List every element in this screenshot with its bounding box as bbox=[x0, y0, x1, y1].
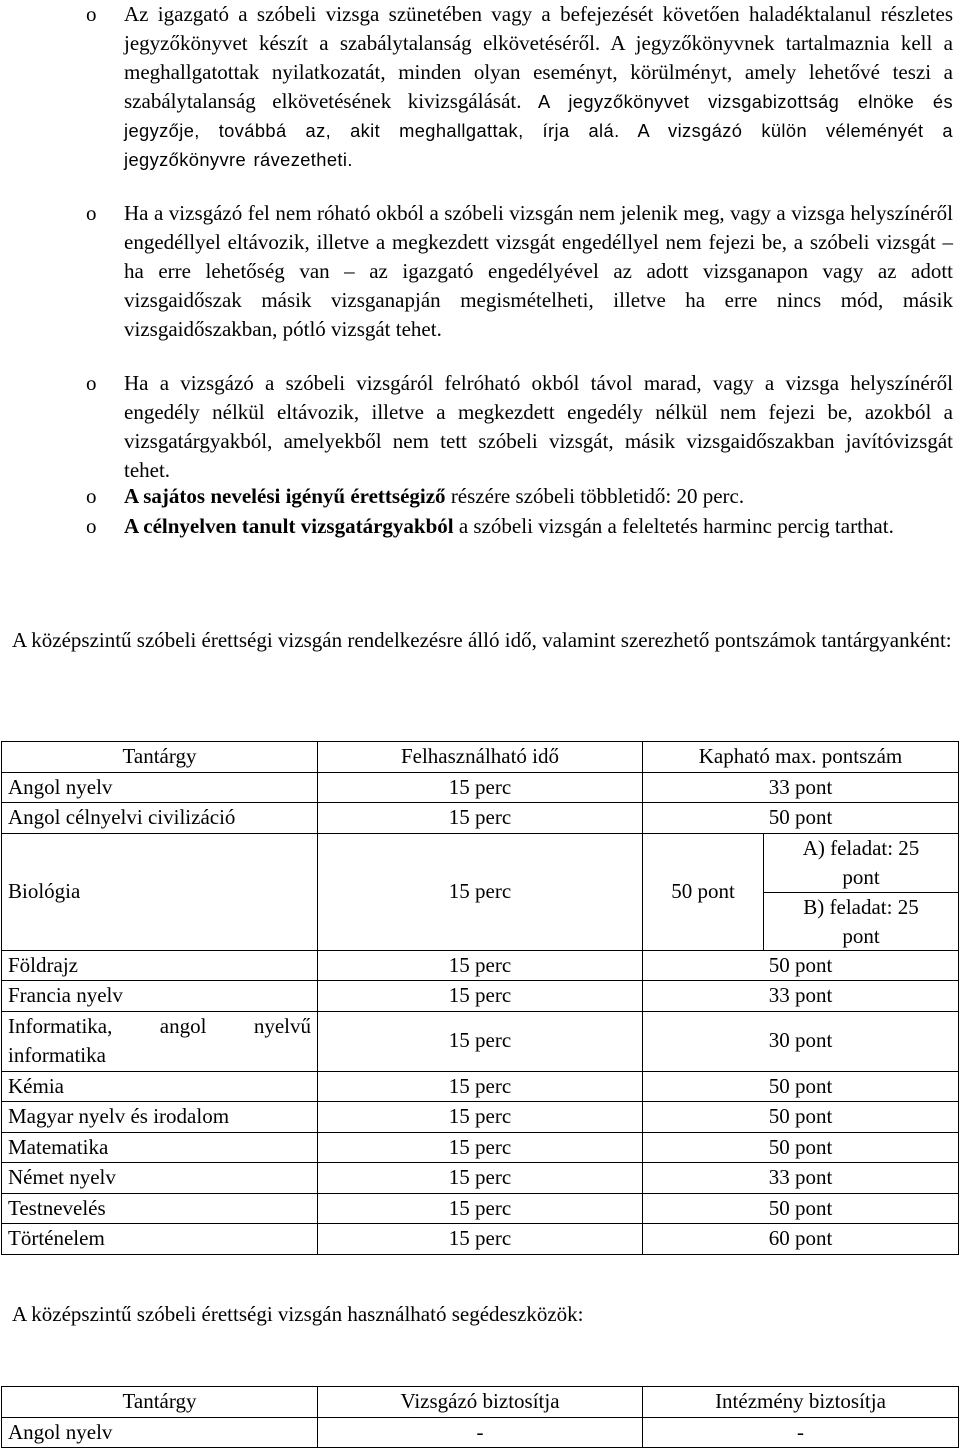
table-cell: 33 pont bbox=[643, 1163, 959, 1194]
table-cell: Angol nyelv bbox=[2, 772, 318, 803]
table-row bbox=[2, 1102, 959, 1133]
list-item-text-serif: Az igazgató a szóbeli vizsga szünetében vagy a befejezését követően haladéktalanul részletes jegyzőkönyvet készít a szabálytalanság elkövetéséről. A jegyzőkönyvnek tartalmaznia kell a meghallgatottak nyilatkozatát, minden olyan eseményt, körülményt, amely lehetővé teszi a szabálytalanság elkövetésének kivizsgálását. bbox=[124, 2, 953, 113]
table-cell: Német nyelv bbox=[2, 1163, 318, 1194]
list-item-text bbox=[124, 482, 953, 511]
table-cell: 15 perc bbox=[318, 950, 643, 981]
table-cell: 15 perc bbox=[318, 803, 643, 834]
table-cell: Földrajz bbox=[2, 950, 318, 981]
table-row bbox=[2, 1224, 959, 1255]
table-cell: Biológia bbox=[2, 833, 318, 950]
table-cell: 15 perc bbox=[318, 1224, 643, 1255]
table-cell-split bbox=[643, 833, 959, 950]
table-cell: Francia nyelv bbox=[2, 981, 318, 1012]
table-cell: Angol célnyelvi civilizáció bbox=[2, 803, 318, 834]
table-cell: 15 perc bbox=[318, 1163, 643, 1194]
bullet-marker: o bbox=[86, 484, 97, 508]
table-cell: 15 perc bbox=[318, 1011, 643, 1071]
bullet-marker: o bbox=[86, 201, 97, 225]
table-cell: 50 pont bbox=[643, 1071, 959, 1102]
table-cell: 50 pont bbox=[643, 803, 959, 834]
table-cell: 50 pont bbox=[643, 1132, 959, 1163]
section-intro-tools: A középszintű szóbeli érettségi vizsgán használható segédeszközök: bbox=[12, 1302, 584, 1326]
table-cell: 30 pont bbox=[643, 1011, 959, 1071]
biologia-task-b: B) feladat: 25 pont bbox=[764, 892, 958, 951]
table-cell: 50 pont bbox=[643, 1193, 959, 1224]
table-header-row bbox=[2, 1387, 959, 1418]
table-header-cell: Kapható max. pontszám bbox=[643, 742, 959, 773]
list-item-rest: a szóbeli vizsgán a feleltetés harminc percig tarthat. bbox=[453, 514, 894, 538]
table-cell: 50 pont bbox=[643, 950, 959, 981]
table-cell: 60 pont bbox=[643, 1224, 959, 1255]
table-cell: Kémia bbox=[2, 1071, 318, 1102]
list-item-bold: A célnyelven tanult vizsgatárgyakból bbox=[124, 514, 454, 538]
table-cell: Informatika, angol nyelvű informatika bbox=[2, 1011, 318, 1071]
list-item-text-sans: A jegyzőkönyvet vizsgabizottság elnöke és jegyzője, továbbá az, akit meghallgattak, írja alá. A vizsgázó külön véleményét a jegyzőkönyvre rávezetheti. bbox=[124, 91, 954, 170]
table-cell: 15 perc bbox=[318, 1102, 643, 1133]
table-cell: 15 perc bbox=[318, 981, 643, 1012]
table-cell: Testnevelés bbox=[2, 1193, 318, 1224]
exam-tools-table bbox=[1, 1386, 959, 1448]
table-cell: Matematika bbox=[2, 1132, 318, 1163]
table-row bbox=[2, 772, 959, 803]
list-item-rest: részére szóbeli többletidő: 20 perc. bbox=[445, 484, 745, 508]
table-header-cell: Tantárgy bbox=[2, 742, 318, 773]
list-item-bold: A sajátos nevelési igényű érettségiző bbox=[124, 484, 446, 508]
table-cell: Történelem bbox=[2, 1224, 318, 1255]
table-cell: 15 perc bbox=[318, 1071, 643, 1102]
table-row bbox=[2, 1132, 959, 1163]
table-cell: - bbox=[643, 1417, 959, 1448]
bullet-marker: o bbox=[86, 371, 97, 395]
table-cell: Magyar nyelv és irodalom bbox=[2, 1102, 318, 1133]
table-row bbox=[2, 1071, 959, 1102]
table-cell: 15 perc bbox=[318, 772, 643, 803]
table-header-cell: Intézmény biztosítja bbox=[643, 1387, 959, 1418]
bullet-marker: o bbox=[86, 2, 97, 26]
table-cell: 15 perc bbox=[318, 1193, 643, 1224]
table-row bbox=[2, 803, 959, 834]
list-item-text: Ha a vizsgázó fel nem róható okból a szóbeli vizsgán nem jelenik meg, vagy a vizsga helyszínéről engedéllyel eltávozik, illetve a megkezdett vizsgát engedéllyel nem fejezi be, a szóbeli vizsgát – ha erre lehetőség van – az igazgató engedélyével az adott vizsganapon vagy az adott vizsgaidőszak másik vizsganapján megismételheti, illetve ha erre nincs mód, másik vizsgaidőszakban, pótló vizsgát tehet. bbox=[124, 201, 953, 341]
table-header-row bbox=[2, 742, 959, 773]
table-cell: 33 pont bbox=[643, 981, 959, 1012]
exam-times-table bbox=[1, 741, 959, 1255]
list-item-text bbox=[124, 512, 953, 541]
table-cell: 33 pont bbox=[643, 772, 959, 803]
table-row bbox=[2, 1417, 959, 1448]
table-row bbox=[2, 1193, 959, 1224]
biologia-task-a: A) feladat: 25 pont bbox=[802, 835, 920, 889]
biologia-total: 50 pont bbox=[643, 834, 764, 950]
table-row bbox=[2, 950, 959, 981]
table-cell: - bbox=[318, 1417, 643, 1448]
table-row bbox=[2, 1011, 959, 1071]
table-header-cell: Felhasználható idő bbox=[318, 742, 643, 773]
table-row-biologia bbox=[2, 833, 959, 950]
table-header-cell: Tantárgy bbox=[2, 1387, 318, 1418]
table-row bbox=[2, 1163, 959, 1194]
section-intro-times: A középszintű szóbeli érettségi vizsgán rendelkezésre álló idő, valamint szerezhető pontszámok tantárgyanként: bbox=[12, 628, 952, 652]
table-cell: Angol nyelv bbox=[2, 1417, 318, 1448]
table-cell: 15 perc bbox=[318, 833, 643, 950]
table-cell: 50 pont bbox=[643, 1102, 959, 1133]
list-item-text bbox=[124, 0, 953, 174]
table-cell: 15 perc bbox=[318, 1132, 643, 1163]
list-item-text: Ha a vizsgázó a szóbeli vizsgáról felróható okból távol marad, vagy a vizsga helyszínéről engedély nélkül eltávozik, illetve a megkezdett engedély nélkül nem fejezi be, azokból a vizsgatárgyakból, amelyekből nem tett szóbeli vizsgát, másik vizsgaidőszakban javítóvizsgát tehet. bbox=[124, 371, 953, 482]
bullet-marker: o bbox=[86, 514, 97, 538]
table-row bbox=[2, 981, 959, 1012]
table-header-cell: Vizsgázó biztosítja bbox=[318, 1387, 643, 1418]
